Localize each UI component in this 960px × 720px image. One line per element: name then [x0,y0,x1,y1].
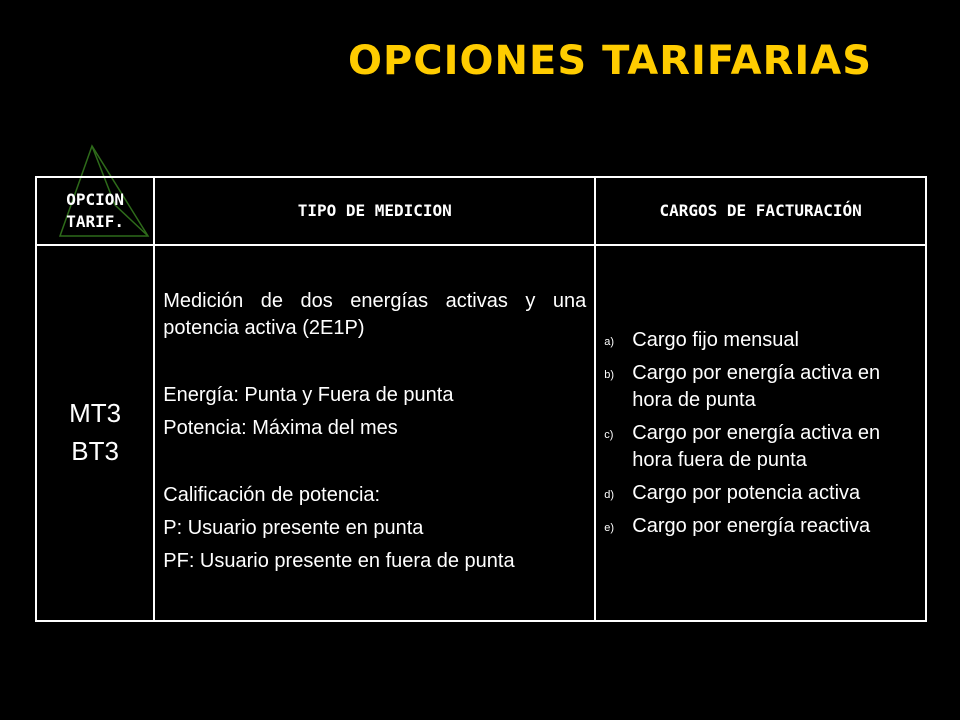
header-billing-charges: CARGOS DE FACTURACIÓN [595,177,926,245]
list-marker: b) [604,368,615,381]
qualification-pf: PF: Usuario presente en fuera de punta [163,549,515,572]
slide-title: OPCIONES TARIFARIAS [347,38,873,84]
charges-list [604,327,917,540]
header-measurement-type: TIPO DE MEDICION [154,177,595,245]
header-option-tariff: OPCION TARIF. [36,177,154,245]
list-marker: e) [604,521,615,534]
charge-text: Cargo por potencia activa [632,481,861,504]
measurement-energy: Energía: Punta y Fuera de punta [163,383,454,406]
list-item [604,360,917,414]
list-item [604,480,917,507]
charge-text: Cargo por energía activa en hora fuera de punta [632,421,881,471]
charge-text: Cargo por energía reactiva [632,514,871,537]
list-item [604,327,917,354]
list-marker: d) [604,488,615,501]
list-marker: a) [604,335,615,348]
list-marker: c) [604,428,614,441]
tariff-options-table [35,176,927,622]
measurement-power: Potencia: Máxima del mes [163,416,398,439]
tariff-code: MT3 [69,398,122,429]
tariff-code: BT3 [71,436,119,466]
table-row [36,245,926,621]
billing-charges-cell [595,245,926,621]
measurement-description-cell [154,245,595,621]
list-item [604,513,917,540]
charge-text: Cargo fijo mensual [632,328,799,351]
tariff-code-cell [36,245,154,621]
measurement-intro: Medición de dos energías activas y una potencia activa (2E1P) [163,289,587,339]
qualification-p: P: Usuario presente en punta [163,516,424,539]
qualification-title: Calificación de potencia: [163,483,381,506]
table-header-row [36,177,926,245]
list-item [604,420,917,474]
charge-text: Cargo por energía activa en hora de punta [632,361,881,411]
